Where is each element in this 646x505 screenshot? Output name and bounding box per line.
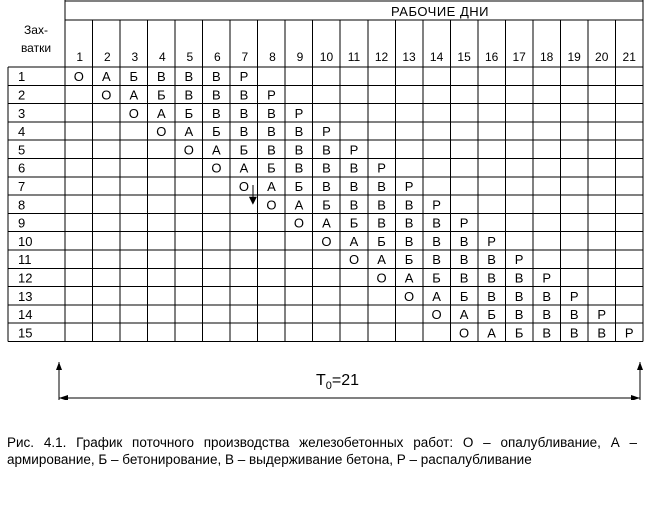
- work-cell: В: [542, 288, 552, 304]
- work-cell: В: [239, 105, 249, 121]
- work-cell: О: [403, 288, 415, 304]
- work-cell: Б: [129, 69, 139, 85]
- work-cell: Б: [267, 160, 276, 176]
- work-cell: А: [212, 142, 221, 158]
- zahvatka-label: 11: [18, 252, 32, 268]
- day-number: 5: [186, 50, 194, 64]
- work-cell: В: [514, 307, 524, 323]
- dim-right-up-arrow: [637, 362, 643, 370]
- work-cell: В: [322, 160, 331, 176]
- work-cell: А: [487, 325, 496, 341]
- day-number: 14: [429, 50, 444, 64]
- work-cell: Б: [459, 288, 469, 304]
- caption-text: Рис. 4.1. График поточного производства железобетонных работ: О – опалубливание, А – армирование, Б – бетонирование, В – выдерживание бетона, Р – распалубливание: [7, 435, 637, 467]
- day-number: 8: [269, 50, 276, 64]
- work-cell: Р: [432, 197, 441, 213]
- figure-caption: [7, 434, 637, 468]
- work-cell: В: [267, 105, 276, 121]
- day-number: 21: [622, 50, 636, 64]
- work-cell: Р: [377, 160, 386, 176]
- work-cell: О: [293, 215, 305, 231]
- zahvatka-label: 3: [18, 105, 26, 121]
- work-cell: Б: [349, 215, 359, 231]
- day-number: 3: [131, 50, 139, 64]
- zahvatka-label: 1: [18, 69, 26, 85]
- day-number: 15: [457, 50, 471, 64]
- work-cell: О: [183, 142, 194, 158]
- work-cell: В: [349, 197, 359, 213]
- work-days-title: РАБОЧИЕ ДНИ: [390, 4, 490, 19]
- work-cell: В: [212, 69, 221, 85]
- work-cell: В: [349, 160, 359, 176]
- work-cell: Р: [597, 307, 607, 323]
- work-cell: В: [487, 270, 496, 286]
- day-number: 7: [241, 50, 249, 64]
- day-number: 20: [595, 50, 609, 64]
- work-cell: В: [322, 178, 331, 194]
- zahvatka-label: 12: [18, 270, 33, 286]
- work-cell: В: [459, 233, 469, 249]
- day-number: 9: [296, 50, 304, 64]
- work-cell: А: [184, 124, 194, 140]
- work-cell: В: [239, 87, 249, 103]
- zahvatka-label: 6: [18, 160, 26, 176]
- work-cell: О: [376, 270, 387, 286]
- dim-left-up-arrow: [56, 362, 62, 370]
- work-cell: В: [432, 233, 441, 249]
- pointer-arrowhead: [249, 197, 257, 205]
- work-cell: А: [459, 307, 469, 323]
- work-cell: В: [267, 142, 276, 158]
- day-number: 11: [347, 50, 361, 64]
- zahvatka-label: 4: [18, 124, 26, 140]
- work-cell: Б: [212, 124, 221, 140]
- work-cell: А: [267, 178, 276, 194]
- work-cell: В: [184, 69, 194, 85]
- work-cell: Р: [542, 270, 552, 286]
- work-cell: В: [459, 252, 469, 268]
- work-cell: Р: [569, 288, 579, 304]
- day-number: 18: [539, 50, 554, 64]
- day-number: 10: [319, 50, 334, 64]
- day-number: 16: [484, 50, 499, 64]
- work-cell: Б: [294, 178, 304, 194]
- work-cell: Б: [514, 325, 524, 341]
- work-cell: Б: [432, 270, 441, 286]
- work-cell: В: [514, 270, 524, 286]
- work-cell: В: [294, 124, 304, 140]
- work-cell: В: [294, 142, 304, 158]
- day-number: 4: [158, 50, 166, 64]
- work-cell: Б: [322, 197, 331, 213]
- work-cell: В: [459, 270, 469, 286]
- work-cell: В: [569, 325, 579, 341]
- day-number: 13: [402, 50, 416, 64]
- work-cell: О: [238, 178, 249, 194]
- grid-texts: [18, 4, 636, 340]
- work-cell: В: [377, 215, 386, 231]
- work-cell: Р: [624, 325, 634, 341]
- work-cell: В: [267, 124, 276, 140]
- work-cell: В: [404, 215, 414, 231]
- work-cell: Р: [239, 69, 249, 85]
- work-cell: В: [212, 105, 221, 121]
- work-cell: О: [101, 87, 112, 103]
- work-cell: О: [459, 325, 470, 341]
- work-cell: Б: [184, 105, 194, 121]
- work-cell: Р: [267, 87, 276, 103]
- zahvatki-header-line2: ватки: [20, 41, 52, 55]
- day-number: 1: [76, 50, 84, 64]
- work-cell: О: [73, 69, 84, 85]
- work-cell: Р: [514, 252, 524, 268]
- zahvatka-label: 10: [18, 233, 33, 249]
- work-cell: А: [239, 160, 249, 176]
- work-cell: В: [597, 325, 607, 341]
- work-cell: Р: [294, 105, 304, 121]
- work-cell: В: [542, 307, 552, 323]
- work-cell: А: [349, 233, 359, 249]
- work-cell: В: [404, 233, 414, 249]
- zahvatka-label: 15: [18, 325, 33, 341]
- zahvatka-label: 5: [18, 142, 26, 158]
- work-cell: Б: [157, 87, 166, 103]
- zahvatki-header-line1: Зах-: [24, 23, 48, 37]
- zahvatka-label: 14: [18, 307, 33, 323]
- work-cell: А: [129, 87, 139, 103]
- day-number: 12: [374, 50, 389, 64]
- zahvatka-label: 8: [18, 197, 26, 213]
- work-cell: В: [322, 142, 331, 158]
- work-cell: О: [156, 124, 167, 140]
- work-cell: В: [514, 288, 524, 304]
- work-cell: В: [487, 288, 496, 304]
- work-cell: А: [156, 105, 166, 121]
- work-cell: А: [101, 69, 111, 85]
- total-duration: $T_0=21$: [316, 372, 360, 393]
- work-cell: О: [211, 160, 222, 176]
- work-cell: Р: [487, 233, 496, 249]
- work-cell: А: [294, 197, 304, 213]
- day-number: 19: [567, 50, 581, 64]
- work-cell: А: [404, 270, 414, 286]
- day-number: 17: [512, 50, 526, 64]
- day-number: 2: [103, 50, 111, 64]
- work-cell: А: [377, 252, 386, 268]
- work-cell: В: [184, 87, 194, 103]
- work-cell: В: [569, 307, 579, 323]
- work-cell: Р: [349, 142, 359, 158]
- work-cell: В: [404, 197, 414, 213]
- work-cell: О: [321, 233, 332, 249]
- work-cell: А: [322, 215, 331, 231]
- work-cell: В: [294, 160, 304, 176]
- day-number: 6: [214, 50, 221, 64]
- work-cell: Б: [239, 142, 249, 158]
- work-cell: В: [542, 325, 552, 341]
- work-cell: Б: [377, 233, 386, 249]
- work-cell: В: [239, 124, 249, 140]
- work-cell: О: [431, 307, 442, 323]
- work-cell: В: [377, 178, 386, 194]
- work-cell: В: [212, 87, 221, 103]
- work-cell: В: [156, 69, 166, 85]
- work-cell: Р: [404, 178, 414, 194]
- work-cell: Р: [322, 124, 331, 140]
- work-cell: Б: [487, 307, 496, 323]
- zahvatka-label: 7: [18, 178, 26, 194]
- work-cell: В: [377, 197, 386, 213]
- zahvatka-label: 13: [18, 288, 33, 304]
- work-cell: О: [348, 252, 360, 268]
- work-cell: В: [487, 252, 496, 268]
- work-cell: О: [266, 197, 277, 213]
- work-cell: В: [432, 215, 441, 231]
- work-cell: Б: [404, 252, 414, 268]
- work-cell: О: [128, 105, 139, 121]
- work-cell: Р: [459, 215, 469, 231]
- work-cell: А: [432, 288, 441, 304]
- work-cell: В: [349, 178, 359, 194]
- work-cell: В: [432, 252, 441, 268]
- zahvatka-label: 2: [18, 87, 26, 103]
- zahvatka-label: 9: [18, 215, 26, 231]
